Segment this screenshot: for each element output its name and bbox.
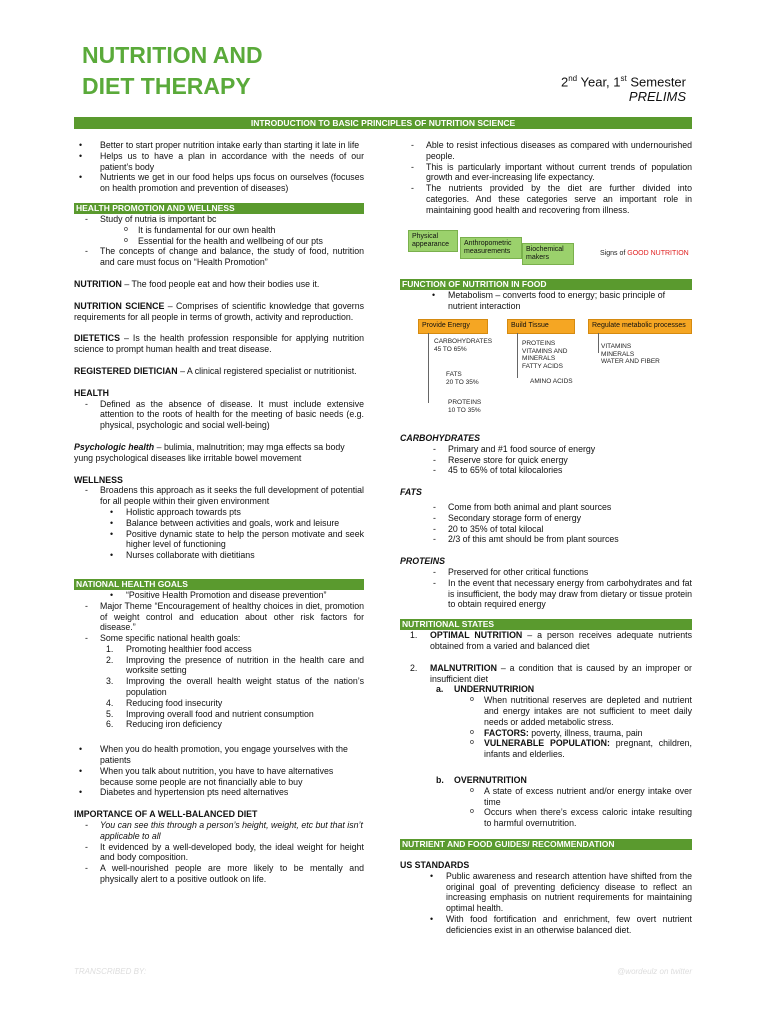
list-item: - 2/3 of this amt should be from plant sources: [448, 534, 692, 545]
prelims-label: PRELIMS: [628, 89, 686, 105]
year-semester: [561, 71, 686, 104]
list-item: • When you talk about nutrition, you have to have alternatives because some people are not financially able to buy: [100, 766, 364, 788]
diagram-text: WATER AND FIBER: [601, 358, 660, 365]
list-item: • Positive dynamic state to help the person motivate and seek higher level of functioning: [126, 529, 364, 551]
list-item-text: Improving the presence of nutrition in the health care and worksite setting: [126, 654, 364, 676]
list-item: o When nutritional reserves are depleted and nutrient and energy intakes are not sufficient to meet daily needs or added metabolic stress.: [484, 695, 692, 727]
health-heading: HEALTH: [74, 387, 110, 398]
definition: – The food people eat and how their bodies use it.: [121, 278, 320, 289]
connector: [598, 333, 599, 353]
list-item: - The nutrients provided by the diet are further divided into categories. And these categories serve an important role in maintaining good health and recovering from illness.: [426, 183, 692, 215]
nhg-goals: [100, 644, 364, 730]
connector: [428, 333, 429, 403]
list-item: - Reserve store for quick energy: [448, 455, 692, 466]
list-item: o A state of excess nutrient and/or energy intake over time: [484, 786, 692, 808]
proteins-heading: PROTEINS: [400, 556, 445, 567]
list-item-text: Reducing iron deficiency: [126, 719, 222, 730]
term: OPTIMAL NUTRITION: [430, 630, 523, 641]
sem-sup: st: [620, 74, 627, 83]
list-item: [484, 728, 692, 739]
biochemical-box: Biochemical makers: [522, 243, 574, 265]
list-item: [410, 630, 692, 652]
section-header-nhg: NATIONAL HEALTH GOALS: [74, 579, 364, 590]
section-header-hpw: HEALTH PROMOTION AND WELLNESS: [74, 203, 364, 214]
definition: – a person receives adequate nutrients obtained from a varied and balanced diet: [430, 630, 692, 651]
term: MALNUTRITION: [430, 662, 497, 673]
us-standards-list: [400, 871, 692, 936]
left-column: [74, 140, 364, 885]
undernutrition-list: [454, 695, 692, 760]
term: NUTRITION: [74, 278, 122, 289]
list-item-text: Some specific national health goals:: [100, 633, 241, 644]
diagram-text: FATTY ACIDS: [522, 362, 563, 370]
carb-label: [434, 338, 492, 353]
list-item: • Nutrients we get in our food helps ups focus on ourselves (focuses on health promotion and prevention of diseases): [100, 172, 364, 194]
hpw-sublist: [100, 225, 364, 247]
definition-nutrition: [74, 279, 364, 290]
term: Psychologic health: [74, 441, 155, 452]
list-item-text: Improving the overall health weight status of the nation’s population: [126, 676, 364, 698]
list-item: • Nurses collaborate with dietitians: [126, 550, 364, 561]
list-item-text: Improving overall food and nutrient consumption: [126, 708, 314, 719]
definition: poverty, illness, trauma, pain: [528, 727, 643, 738]
right-column-macros: [400, 433, 692, 935]
regulate-box: Regulate metabolic processes: [588, 319, 692, 334]
list-item: - Major Theme “Encouragement of healthy choices in diet, promotion of weight control and education about other risk factors for disease.”: [100, 601, 364, 633]
list-item: - This is particularly important without current trends of population growth and ever-increasing life expectancy.: [426, 162, 692, 184]
wellness-sublist: [100, 507, 364, 561]
build-tissue-items: [522, 340, 567, 370]
sub-heading: OVERNUTRITION: [454, 774, 527, 785]
list-item: - Primary and #1 food source of energy: [448, 444, 692, 455]
diagram-text: 45 TO 65%: [434, 345, 467, 353]
list-item: o It is fundamental for our own health: [138, 225, 364, 236]
list-item: [484, 738, 692, 760]
nhg-list: [74, 601, 364, 731]
list-letter: b.: [436, 774, 444, 785]
function-list: [400, 290, 692, 312]
diagram-text: 10 TO 35%: [448, 406, 481, 414]
signs-label-highlight: GOOD NUTRITION: [627, 250, 689, 257]
overnutrition-list: [454, 786, 692, 829]
term: REGISTERED DIETICIAN: [74, 365, 178, 376]
footer-transcribed: TRANSCRIBED BY:: [74, 967, 147, 976]
nhg-theme-list: [74, 590, 364, 601]
undernutrition-block: [430, 684, 692, 760]
list-item: • Helps us to have a plan in accordance with the needs of our patient’s body: [100, 151, 364, 173]
list-number: 1.: [410, 630, 418, 641]
list-item: [410, 662, 692, 829]
connector: [517, 333, 518, 378]
us-standards-heading: US STANDARDS: [400, 859, 470, 870]
sub-heading: UNDERNUTRIRION: [454, 684, 535, 695]
list-item: - Come from both animal and plant sources: [448, 502, 692, 513]
diagram-text: VITAMINS: [601, 343, 632, 350]
definition: – A clinical registered specialist or nutritionist.: [177, 365, 357, 376]
list-item: - It evidenced by a well-developed body, the ideal weight for height and body composition.: [100, 842, 364, 864]
definition: – Comprises of scientific knowledge that governs requirements for all people in terms of growth, activity and reproduction.: [74, 300, 364, 322]
diagram-text: CARBOHYDRATES: [434, 338, 493, 345]
benefits-list: [400, 140, 692, 216]
section-banner: INTRODUCTION TO BASIC PRINCIPLES OF NUTRITION SCIENCE: [74, 117, 692, 129]
list-item: • When you do health promotion, you engage yourselves with the patients: [100, 744, 364, 766]
section-header-function: FUNCTION OF NUTRITION IN FOOD: [400, 279, 692, 290]
list-item: • Diabetes and hypertension pts need alternatives: [100, 787, 364, 798]
list-item: - Secondary storage form of energy: [448, 513, 692, 524]
hpw-list: [74, 214, 364, 268]
list-item: o Essential for the health and wellbeing of our pts: [138, 236, 364, 247]
list-item: 4. Reducing food insecurity: [106, 697, 223, 708]
list-item: - The concepts of change and balance, the study of food, nutrition and care must focus on “Health Promotion”: [100, 246, 364, 268]
list-item: • Better to start proper nutrition intake early than starting it late in life: [100, 140, 364, 151]
build-tissue-box: Build Tissue: [507, 319, 575, 334]
list-item: - You can see this through a person’s height, weight, etc but that isn’t applicable to all: [100, 820, 364, 842]
term: NUTRITION SCIENCE: [74, 300, 165, 311]
list-item: • With food fortification and enrichment, few overt nutrient deficiencies exist in an otherwise balanced diet.: [446, 914, 692, 936]
physical-appearance-box: Physical appearance: [408, 230, 458, 252]
year-mid: Year, 1: [577, 74, 621, 90]
definition: – bulimia, malnutrition; may mga effects sa body yung psychological diseases like irritable bowel movement: [74, 441, 345, 463]
year-suffix: Semester: [626, 74, 686, 90]
year-sup: nd: [568, 74, 578, 83]
wellness-heading: WELLNESS: [74, 474, 123, 485]
fats-list: [400, 502, 692, 545]
term: DIETETICS: [74, 333, 120, 344]
definition: pregnant, children, infants and elderlies.: [484, 738, 692, 760]
year-num: 2: [560, 74, 569, 90]
list-item: - Defined as the absence of disease. It must include extensive attention to the roots of health for the meeting of basic needs (e.g. physical, psychologic and social well-being): [100, 399, 364, 431]
protein-label: [448, 399, 481, 414]
list-item: - In the event that necessary energy from carbohydrates and fat is insufficient, the body may draw from dietary or tissue protein to obtain required energy: [448, 578, 692, 610]
list-item: 2. Improving the presence of nutrition in the health care and worksite setting: [106, 654, 364, 676]
fats-label: [446, 371, 479, 386]
wbd-list: [74, 820, 364, 885]
list-item: [100, 633, 364, 730]
nhg-notes: [74, 744, 364, 798]
states-list: [400, 630, 692, 829]
list-number: 2.: [410, 662, 418, 673]
definition: – a condition that is caused by an improper or insufficient diet: [430, 662, 692, 684]
term: FACTORS:: [484, 727, 529, 738]
list-item: • Public awareness and research attention have shifted from the original goal of preventing deficiency disease to reflect an increasing emphasis on nutrient requirements for maintaining optimal health.: [446, 871, 692, 914]
title-line-1: NUTRITION AND: [82, 42, 263, 68]
list-letter: a.: [436, 684, 444, 695]
footer-twitter: @wordeulz on twitter: [617, 967, 692, 976]
list-item: [100, 214, 364, 246]
list-item: 5. Improving overall food and nutrient consumption: [106, 708, 314, 719]
list-item: [100, 485, 364, 561]
definition: – Is the health profession responsible for applying nutrition science to prompt human health and treat disease.: [74, 333, 364, 355]
list-item: 3. Improving the overall health weight status of the nation’s population: [106, 676, 364, 698]
list-item-text: Broadens this approach as it seeks the full development of potential for all people within their given environment: [100, 485, 364, 507]
list-item: o Occurs when there’s excess caloric intake resulting to harmful overnutrition.: [484, 807, 692, 829]
list-item: • Metabolism – converts food to energy; basic principle of nutrient interaction: [448, 290, 692, 312]
carb-heading: CARBOHYDRATES: [400, 433, 480, 443]
title-line-2: DIET THERAPY: [82, 73, 251, 99]
anthropometric-box: Anthropometric measurements: [460, 237, 522, 259]
diagram-text: FATS: [446, 371, 462, 378]
list-item: • “Positive Health Promotion and disease prevention”: [126, 590, 364, 601]
amino-acids-label: AMINO ACIDS: [530, 378, 573, 385]
signs-label-pre: Signs of: [600, 250, 628, 257]
section-header-guides: NUTRIENT AND FOOD GUIDES/ RECOMMENDATION: [400, 839, 692, 850]
proteins-list: [400, 567, 692, 610]
list-item: - Able to resist infectious diseases as compared with undernourished people.: [426, 140, 692, 162]
document-title: [82, 40, 263, 102]
regulate-items: [601, 343, 660, 366]
right-column-top: [400, 140, 692, 216]
diagram-text: PROTEINS: [448, 399, 482, 406]
intro-list: [74, 140, 364, 194]
definition-dietetics: [74, 333, 364, 355]
term: VULNERABLE POPULATION:: [484, 738, 610, 749]
list-item: - Preserved for other critical functions: [448, 567, 692, 578]
list-item: - A well-nourished people are more likely to be mentally and physically alert to a positive outlook on life.: [100, 863, 364, 885]
section-header-nutritional-states: NUTRITIONAL STATES: [400, 619, 692, 630]
diagram-text: 20 TO 35%: [446, 378, 479, 386]
overnutrition-block: [430, 775, 692, 829]
definition-nutrition-science: [74, 301, 364, 323]
fats-heading: FATS: [400, 487, 422, 498]
wbd-heading: IMPORTANCE OF A WELL-BALANCED DIET: [74, 809, 258, 820]
wellness-list: [74, 485, 364, 561]
diagram-text: MINERALS: [522, 355, 556, 362]
list-item: • Balance between activities and goals, work and leisure: [126, 518, 364, 529]
list-item: - 20 to 35% of total kilocal: [448, 524, 692, 535]
diagram-text: VITAMINS AND: [522, 347, 568, 355]
definition-dietician: [74, 366, 364, 377]
diagram-text: PROTEINS: [522, 340, 556, 347]
definition-psychologic-health: [74, 442, 364, 464]
list-item-text: Study of nutria is important bc: [100, 213, 217, 224]
signs-label: [600, 250, 689, 258]
list-item: - 45 to 65% of total kilocalories: [448, 465, 692, 476]
list-item: 1. Promoting healthier food access: [106, 643, 252, 654]
list-item-text: Reducing food insecurity: [126, 697, 223, 708]
carb-list: [400, 444, 692, 476]
diagram-text: MINERALS: [601, 350, 635, 358]
provide-energy-box: Provide Energy: [418, 319, 488, 334]
list-item: 6. Reducing iron deficiency: [106, 719, 222, 730]
right-column-function: [400, 279, 692, 312]
list-item-text: Promoting healthier food access: [126, 643, 252, 654]
list-item: • Holistic approach towards pts: [126, 507, 364, 518]
health-list: [74, 399, 364, 431]
